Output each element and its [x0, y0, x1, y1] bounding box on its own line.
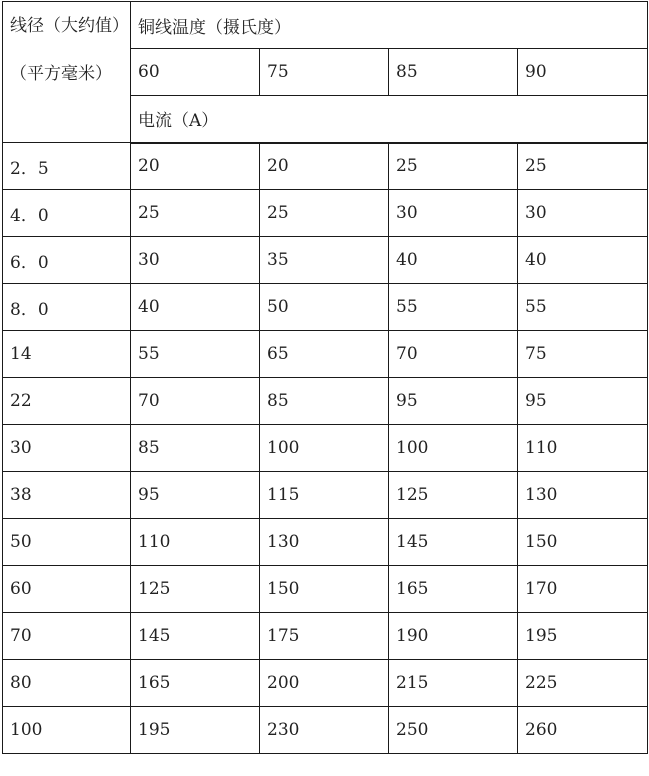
current-value-cell: 125: [131, 566, 260, 613]
current-value-cell: 200: [260, 660, 389, 707]
wire-size-cell: 2．5: [3, 143, 131, 190]
current-value-cell: 115: [260, 472, 389, 519]
current-value-cell: 75: [518, 331, 648, 378]
wire-size-cell: 50: [3, 519, 131, 566]
current-value-cell: 25: [518, 143, 648, 190]
current-value-cell: 165: [389, 566, 518, 613]
current-value-cell: 250: [389, 707, 518, 754]
current-value-cell: 65: [260, 331, 389, 378]
table-body: [3, 2, 648, 754]
wire-size-cell: 100: [3, 707, 131, 754]
wire-current-table: [2, 1, 648, 754]
current-value-cell: 145: [389, 519, 518, 566]
table-row: [3, 331, 648, 378]
current-value-cell: 195: [518, 613, 648, 660]
current-value-cell: 125: [389, 472, 518, 519]
current-value-cell: 70: [389, 331, 518, 378]
current-value-cell: 50: [260, 284, 389, 331]
header-row-temperature: [3, 2, 648, 49]
current-header: 电流（A）: [131, 96, 648, 143]
current-value-cell: 85: [131, 425, 260, 472]
current-value-cell: 260: [518, 707, 648, 754]
table-row: [3, 237, 648, 284]
current-value-cell: 30: [389, 190, 518, 237]
table-row: [3, 613, 648, 660]
current-value-cell: 110: [131, 519, 260, 566]
current-value-cell: 30: [131, 237, 260, 284]
current-value-cell: 70: [131, 378, 260, 425]
wire-size-header: 线径（大约值）（平方毫米）: [3, 2, 131, 143]
temperature-value: 75: [260, 49, 389, 96]
table-row: [3, 519, 648, 566]
current-value-cell: 25: [260, 190, 389, 237]
current-value-cell: 30: [518, 190, 648, 237]
current-value-cell: 35: [260, 237, 389, 284]
temperature-value: 60: [131, 49, 260, 96]
table-row: [3, 707, 648, 754]
current-value-cell: 150: [518, 519, 648, 566]
current-value-cell: 55: [131, 331, 260, 378]
wire-size-cell: 70: [3, 613, 131, 660]
current-value-cell: 40: [131, 284, 260, 331]
current-value-cell: 20: [260, 143, 389, 190]
wire-size-cell: 22: [3, 378, 131, 425]
current-value-cell: 95: [389, 378, 518, 425]
current-value-cell: 25: [389, 143, 518, 190]
current-value-cell: 130: [260, 519, 389, 566]
table-row: [3, 566, 648, 613]
table-row: [3, 660, 648, 707]
current-value-cell: 170: [518, 566, 648, 613]
table-row: [3, 143, 648, 190]
wire-size-cell: 30: [3, 425, 131, 472]
current-value-cell: 40: [389, 237, 518, 284]
current-value-cell: 165: [131, 660, 260, 707]
current-value-cell: 190: [389, 613, 518, 660]
temperature-value: 85: [389, 49, 518, 96]
table-row: [3, 378, 648, 425]
current-value-cell: 225: [518, 660, 648, 707]
current-value-cell: 100: [260, 425, 389, 472]
current-value-cell: 150: [260, 566, 389, 613]
wire-size-cell: 6．0: [3, 237, 131, 284]
current-value-cell: 25: [131, 190, 260, 237]
current-value-cell: 145: [131, 613, 260, 660]
table-row: [3, 284, 648, 331]
table-row: [3, 425, 648, 472]
current-value-cell: 175: [260, 613, 389, 660]
wire-size-cell: 80: [3, 660, 131, 707]
wire-size-cell: 14: [3, 331, 131, 378]
current-value-cell: 95: [131, 472, 260, 519]
current-value-cell: 195: [131, 707, 260, 754]
current-value-cell: 130: [518, 472, 648, 519]
current-value-cell: 230: [260, 707, 389, 754]
temperature-header: 铜线温度（摄氏度）: [131, 2, 648, 49]
current-value-cell: 85: [260, 378, 389, 425]
current-value-cell: 55: [518, 284, 648, 331]
table-row: [3, 472, 648, 519]
current-value-cell: 110: [518, 425, 648, 472]
table-row: [3, 190, 648, 237]
wire-size-cell: 60: [3, 566, 131, 613]
wire-size-cell: 8．0: [3, 284, 131, 331]
current-value-cell: 95: [518, 378, 648, 425]
current-value-cell: 215: [389, 660, 518, 707]
current-value-cell: 40: [518, 237, 648, 284]
current-value-cell: 100: [389, 425, 518, 472]
current-value-cell: 55: [389, 284, 518, 331]
temperature-value: 90: [518, 49, 648, 96]
wire-size-cell: 38: [3, 472, 131, 519]
current-value-cell: 20: [131, 143, 260, 190]
wire-size-cell: 4．0: [3, 190, 131, 237]
